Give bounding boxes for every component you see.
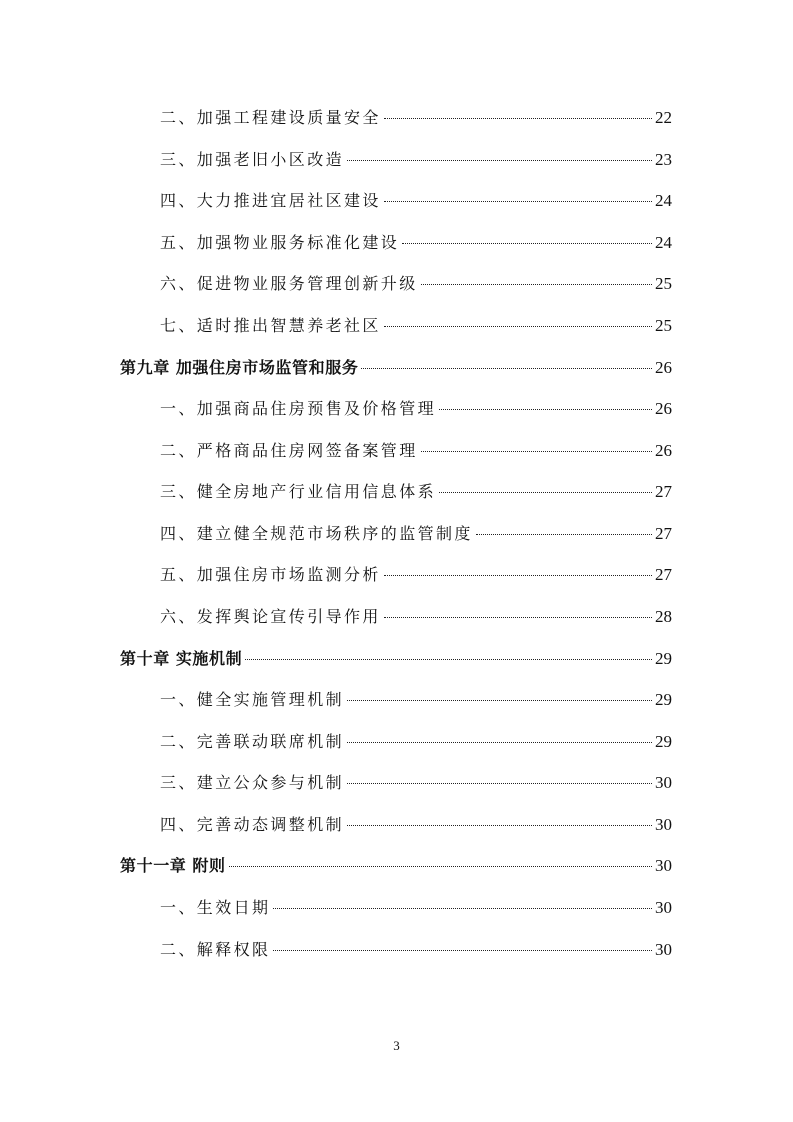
toc-entry-label: 三、加强老旧小区改造 xyxy=(160,150,345,169)
chapter-label: 实施机制 xyxy=(175,649,243,668)
toc-entry-label: 三、建立公众参与机制 xyxy=(160,773,345,792)
dot-leader xyxy=(384,201,652,202)
dot-leader xyxy=(384,326,652,327)
toc-entry[interactable] xyxy=(160,767,672,799)
toc-entry-label: 二、严格商品住房网签备案管理 xyxy=(160,441,418,460)
chapter-number: 第十章 xyxy=(120,649,170,668)
toc-entry-label: 二、解释权限 xyxy=(160,940,271,959)
toc-entry[interactable] xyxy=(160,934,672,966)
dot-leader xyxy=(347,160,652,161)
dot-leader xyxy=(273,908,652,909)
dot-leader xyxy=(384,118,652,119)
toc-entry-page: 30 xyxy=(655,815,672,834)
toc-entry[interactable] xyxy=(160,393,672,425)
toc-entry-page: 30 xyxy=(655,773,672,792)
dot-leader xyxy=(347,783,652,784)
toc-entry-page: 24 xyxy=(655,191,672,210)
toc-chapter-title xyxy=(120,850,226,882)
toc-entry-page: 27 xyxy=(655,565,672,584)
dot-leader xyxy=(347,700,652,701)
toc-entry-label: 三、健全房地产行业信用信息体系 xyxy=(160,482,437,501)
toc-entry-label: 二、加强工程建设质量安全 xyxy=(160,108,381,127)
chapter-label: 加强住房市场监管和服务 xyxy=(175,358,359,377)
toc-entry-page: 24 xyxy=(655,233,672,252)
toc-chapter-page: 30 xyxy=(655,856,672,875)
toc-entry-page: 30 xyxy=(655,898,672,917)
toc-entry[interactable] xyxy=(160,310,672,342)
toc-entry-label: 一、生效日期 xyxy=(160,898,271,917)
toc-entry-label: 一、健全实施管理机制 xyxy=(160,690,345,709)
toc-entry-label: 五、加强物业服务标准化建设 xyxy=(160,233,400,252)
page-number: 3 xyxy=(393,1038,400,1053)
chapter-label: 附则 xyxy=(192,856,226,875)
dot-leader xyxy=(384,575,652,576)
toc-entry-label: 六、发挥舆论宣传引导作用 xyxy=(160,607,381,626)
toc-entry[interactable] xyxy=(160,684,672,716)
toc-chapter[interactable] xyxy=(120,850,672,882)
toc-entry[interactable] xyxy=(160,726,672,758)
toc-chapter-title xyxy=(120,643,242,675)
toc-entry-page: 28 xyxy=(655,607,672,626)
toc-entry[interactable] xyxy=(160,227,672,259)
toc-entry-label: 四、大力推进宜居社区建设 xyxy=(160,191,381,210)
toc-entry-label: 五、加强住房市场监测分析 xyxy=(160,565,381,584)
dot-leader xyxy=(273,950,652,951)
toc-entry[interactable] xyxy=(160,518,672,550)
toc-entry[interactable] xyxy=(160,185,672,217)
toc-entry-label: 四、建立健全规范市场秩序的监管制度 xyxy=(160,524,473,543)
toc-entry-page: 26 xyxy=(655,399,672,418)
chapter-number: 第九章 xyxy=(120,358,170,377)
toc-entry-label: 七、适时推出智慧养老社区 xyxy=(160,316,381,335)
dot-leader xyxy=(439,409,652,410)
toc-entry[interactable] xyxy=(160,809,672,841)
dot-leader xyxy=(347,742,652,743)
toc-chapter-title xyxy=(120,352,358,384)
toc-entry-page: 29 xyxy=(655,732,672,751)
toc-chapter-page: 29 xyxy=(655,649,672,668)
toc-entry[interactable] xyxy=(160,435,672,467)
toc-entry-label: 一、加强商品住房预售及价格管理 xyxy=(160,399,437,418)
toc-entry-label: 二、完善联动联席机制 xyxy=(160,732,345,751)
toc-entry[interactable] xyxy=(160,268,672,300)
toc-entry-page: 27 xyxy=(655,524,672,543)
toc-chapter[interactable] xyxy=(120,352,672,384)
dot-leader xyxy=(439,492,652,493)
dot-leader xyxy=(402,243,652,244)
dot-leader xyxy=(347,825,652,826)
toc-entry-page: 22 xyxy=(655,108,672,127)
toc-entry[interactable] xyxy=(160,892,672,924)
dot-leader xyxy=(229,866,652,867)
toc-entry-page: 27 xyxy=(655,482,672,501)
dot-leader xyxy=(245,659,652,660)
toc-entry[interactable] xyxy=(160,601,672,633)
toc-chapter[interactable] xyxy=(120,643,672,675)
toc-entry[interactable] xyxy=(160,144,672,176)
toc-entry-page: 29 xyxy=(655,690,672,709)
dot-leader xyxy=(421,451,652,452)
dot-leader xyxy=(361,368,652,369)
dot-leader xyxy=(384,617,652,618)
dot-leader xyxy=(476,534,652,535)
toc-entry[interactable] xyxy=(160,102,672,134)
toc-entry-page: 23 xyxy=(655,150,672,169)
toc-entry-page: 26 xyxy=(655,441,672,460)
chapter-number: 第十一章 xyxy=(120,856,187,875)
toc-entry-label: 六、促进物业服务管理创新升级 xyxy=(160,274,418,293)
toc-entry-page: 30 xyxy=(655,940,672,959)
toc-entry[interactable] xyxy=(160,559,672,591)
toc-entry-page: 25 xyxy=(655,316,672,335)
toc-chapter-page: 26 xyxy=(655,358,672,377)
toc-entry-label: 四、完善动态调整机制 xyxy=(160,815,345,834)
toc-entry[interactable] xyxy=(160,476,672,508)
dot-leader xyxy=(421,284,652,285)
toc-entry-page: 25 xyxy=(655,274,672,293)
